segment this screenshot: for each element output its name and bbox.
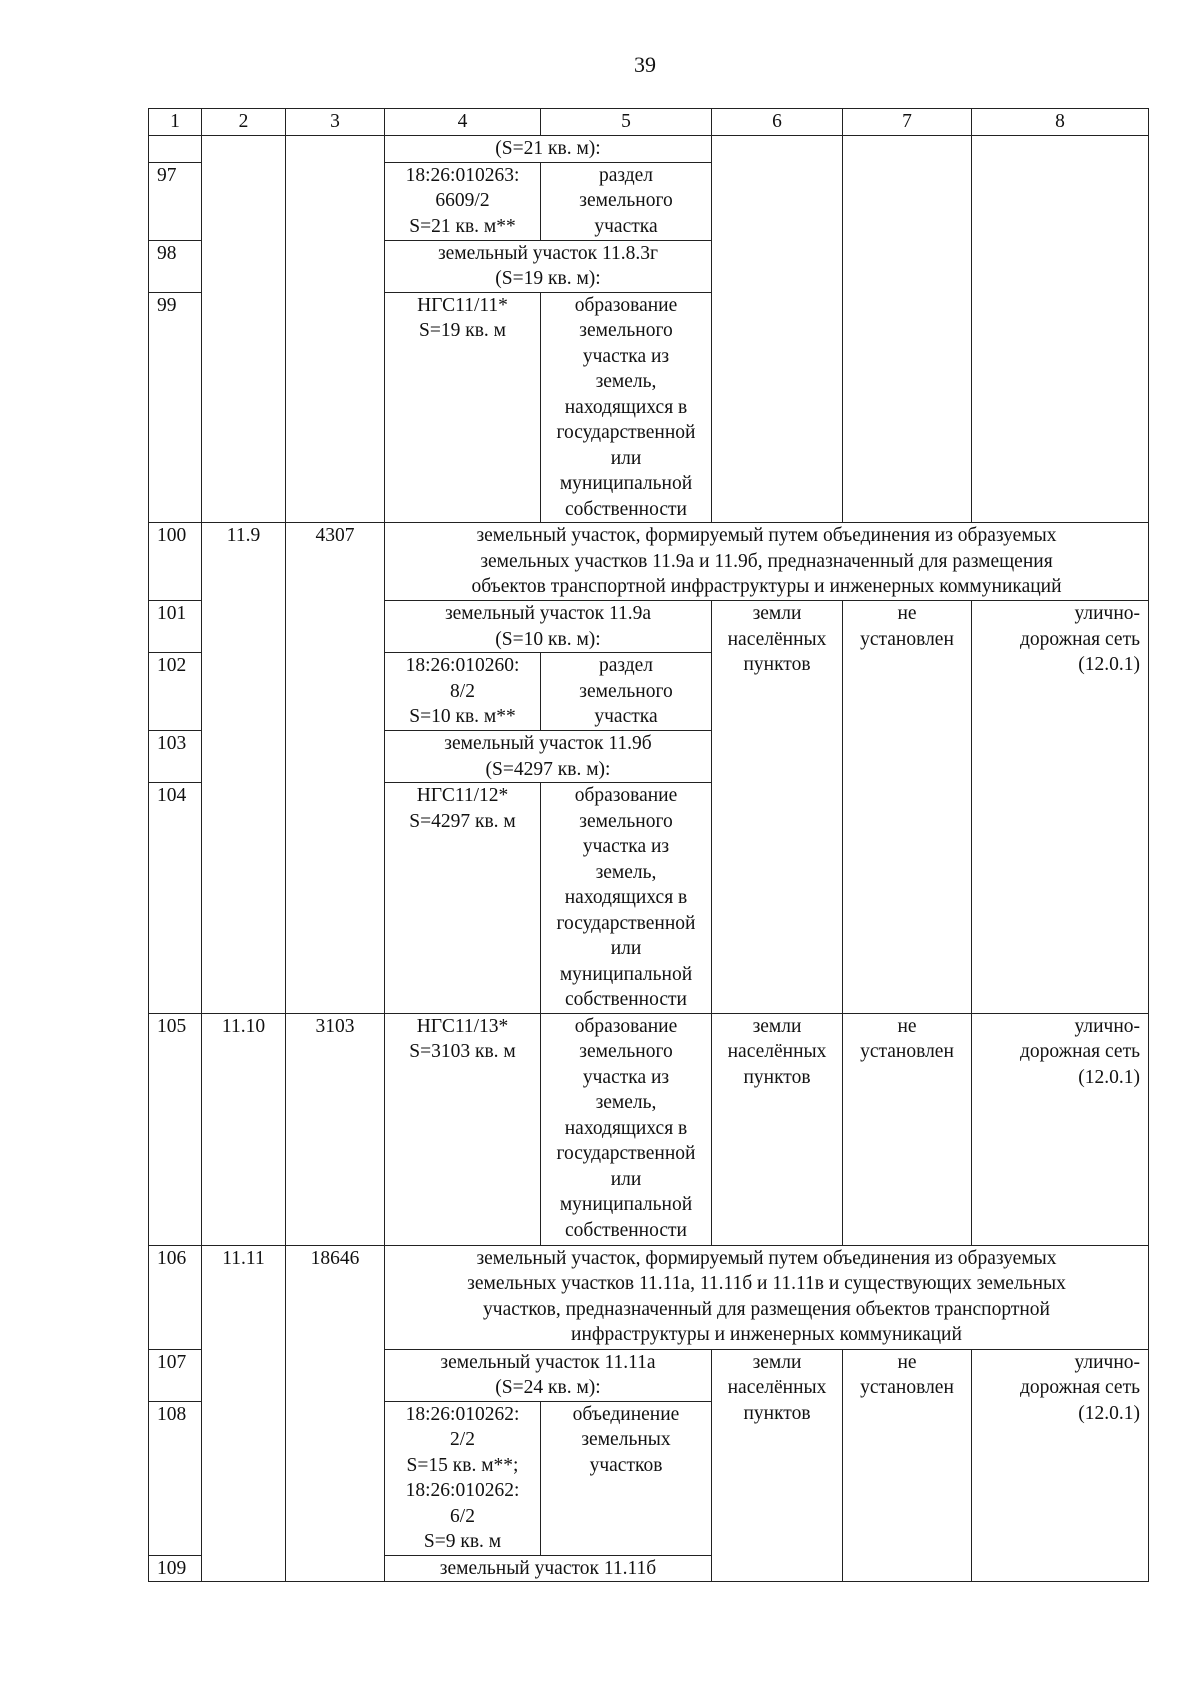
row-number-cell: 97 — [149, 162, 202, 240]
zone-cell: 11.11 — [202, 1245, 286, 1582]
row-number-cell: 105 — [149, 1013, 202, 1245]
row-number-cell: 106 — [149, 1245, 202, 1349]
use-cell: улично- дорожная сеть (12.0.1) — [972, 1349, 1149, 1582]
table-row — [149, 523, 1149, 601]
use-cell: улично- дорожная сеть (12.0.1) — [972, 1013, 1149, 1245]
area-cell: 18646 — [286, 1245, 385, 1582]
category-cell — [712, 136, 843, 523]
row-number-cell: 108 — [149, 1401, 202, 1555]
formation-method-cell: образование земельного участка из земель, находящихся в государственной или муниципальной собственности — [541, 292, 712, 523]
formation-method-cell: образование земельного участка из земель, находящихся в государственной или муниципальной собственности — [541, 783, 712, 1014]
use-cell: улично- дорожная сеть (12.0.1) — [972, 601, 1149, 1014]
header-cell: 2 — [202, 109, 286, 136]
cadastral-cell: НГС11/13* S=3103 кв. м — [385, 1013, 541, 1245]
table-row — [149, 1013, 1149, 1245]
row-number-cell: 103 — [149, 731, 202, 783]
zone-cell: 11.10 — [202, 1013, 286, 1245]
use-cell — [972, 136, 1149, 523]
header-row — [149, 109, 1149, 136]
category-cell: земли населённых пунктов — [712, 601, 843, 1014]
row-number-cell: 101 — [149, 601, 202, 653]
cadastral-cell: НГС11/11* S=19 кв. м — [385, 292, 541, 523]
subplot-title-cell: земельный участок 11.11а (S=24 кв. м): — [385, 1349, 712, 1401]
area-cell — [286, 136, 385, 523]
subplot-title-cell: земельный участок 11.9б (S=4297 кв. м): — [385, 731, 712, 783]
table-row — [149, 136, 1149, 163]
subplot-area-cell: (S=21 кв. м): — [385, 136, 712, 163]
formation-method-cell: раздел земельного участка — [541, 653, 712, 731]
subplot-title-cell: земельный участок 11.9а (S=10 кв. м): — [385, 601, 712, 653]
row-number-cell: 102 — [149, 653, 202, 731]
header-cell: 5 — [541, 109, 712, 136]
plot-description-cell: земельный участок, формируемый путем объединения из образуемых земельных участков 11.11а, 11.11б и 11.11в и существующих земельных участков, предназначенный для размещения объектов транспортной инфраструктуры и инженерных коммуникаций — [385, 1245, 1149, 1349]
row-number-cell: 100 — [149, 523, 202, 601]
row-number-cell: 99 — [149, 292, 202, 523]
header-cell: 4 — [385, 109, 541, 136]
row-number-cell: 104 — [149, 783, 202, 1014]
category-cell: земли населённых пунктов — [712, 1349, 843, 1582]
subplot-title-cell: земельный участок 11.11б — [385, 1555, 712, 1582]
header-cell: 1 — [149, 109, 202, 136]
category-cell: земли населённых пунктов — [712, 1013, 843, 1245]
restriction-cell: не установлен — [843, 1349, 972, 1582]
zone-cell: 11.9 — [202, 523, 286, 1014]
row-number-cell — [149, 136, 202, 163]
restriction-cell: не установлен — [843, 601, 972, 1014]
formation-method-cell: раздел земельного участка — [541, 162, 712, 240]
row-number-cell: 109 — [149, 1555, 202, 1582]
formation-method-cell: объединение земельных участков — [541, 1401, 712, 1555]
header-cell: 8 — [972, 109, 1149, 136]
subplot-title-cell: земельный участок 11.8.3г (S=19 кв. м): — [385, 240, 712, 292]
header-cell: 6 — [712, 109, 843, 136]
page-number: 39 — [634, 52, 656, 77]
formation-method-cell: образование земельного участка из земель, находящихся в государственной или муниципальной собственности — [541, 1013, 712, 1245]
zone-cell — [202, 136, 286, 523]
row-number-cell: 107 — [149, 1349, 202, 1401]
header-cell: 3 — [286, 109, 385, 136]
restriction-cell: не установлен — [843, 1013, 972, 1245]
area-cell: 4307 — [286, 523, 385, 1014]
land-plots-table — [148, 108, 1149, 1582]
cadastral-cell: НГС11/12* S=4297 кв. м — [385, 783, 541, 1014]
cadastral-cell: 18:26:010263: 6609/2 S=21 кв. м** — [385, 162, 541, 240]
cadastral-cell: 18:26:010260: 8/2 S=10 кв. м** — [385, 653, 541, 731]
area-cell: 3103 — [286, 1013, 385, 1245]
header-cell: 7 — [843, 109, 972, 136]
table-row — [149, 1245, 1149, 1349]
restriction-cell — [843, 136, 972, 523]
cadastral-cell: 18:26:010262: 2/2 S=15 кв. м**; 18:26:010262: 6/2 S=9 кв. м — [385, 1401, 541, 1555]
row-number-cell: 98 — [149, 240, 202, 292]
plot-description-cell: земельный участок, формируемый путем объединения из образуемых земельных участков 11.9а и 11.9б, предназначенный для размещения объектов транспортной инфраструктуры и инженерных коммуникаций — [385, 523, 1149, 601]
